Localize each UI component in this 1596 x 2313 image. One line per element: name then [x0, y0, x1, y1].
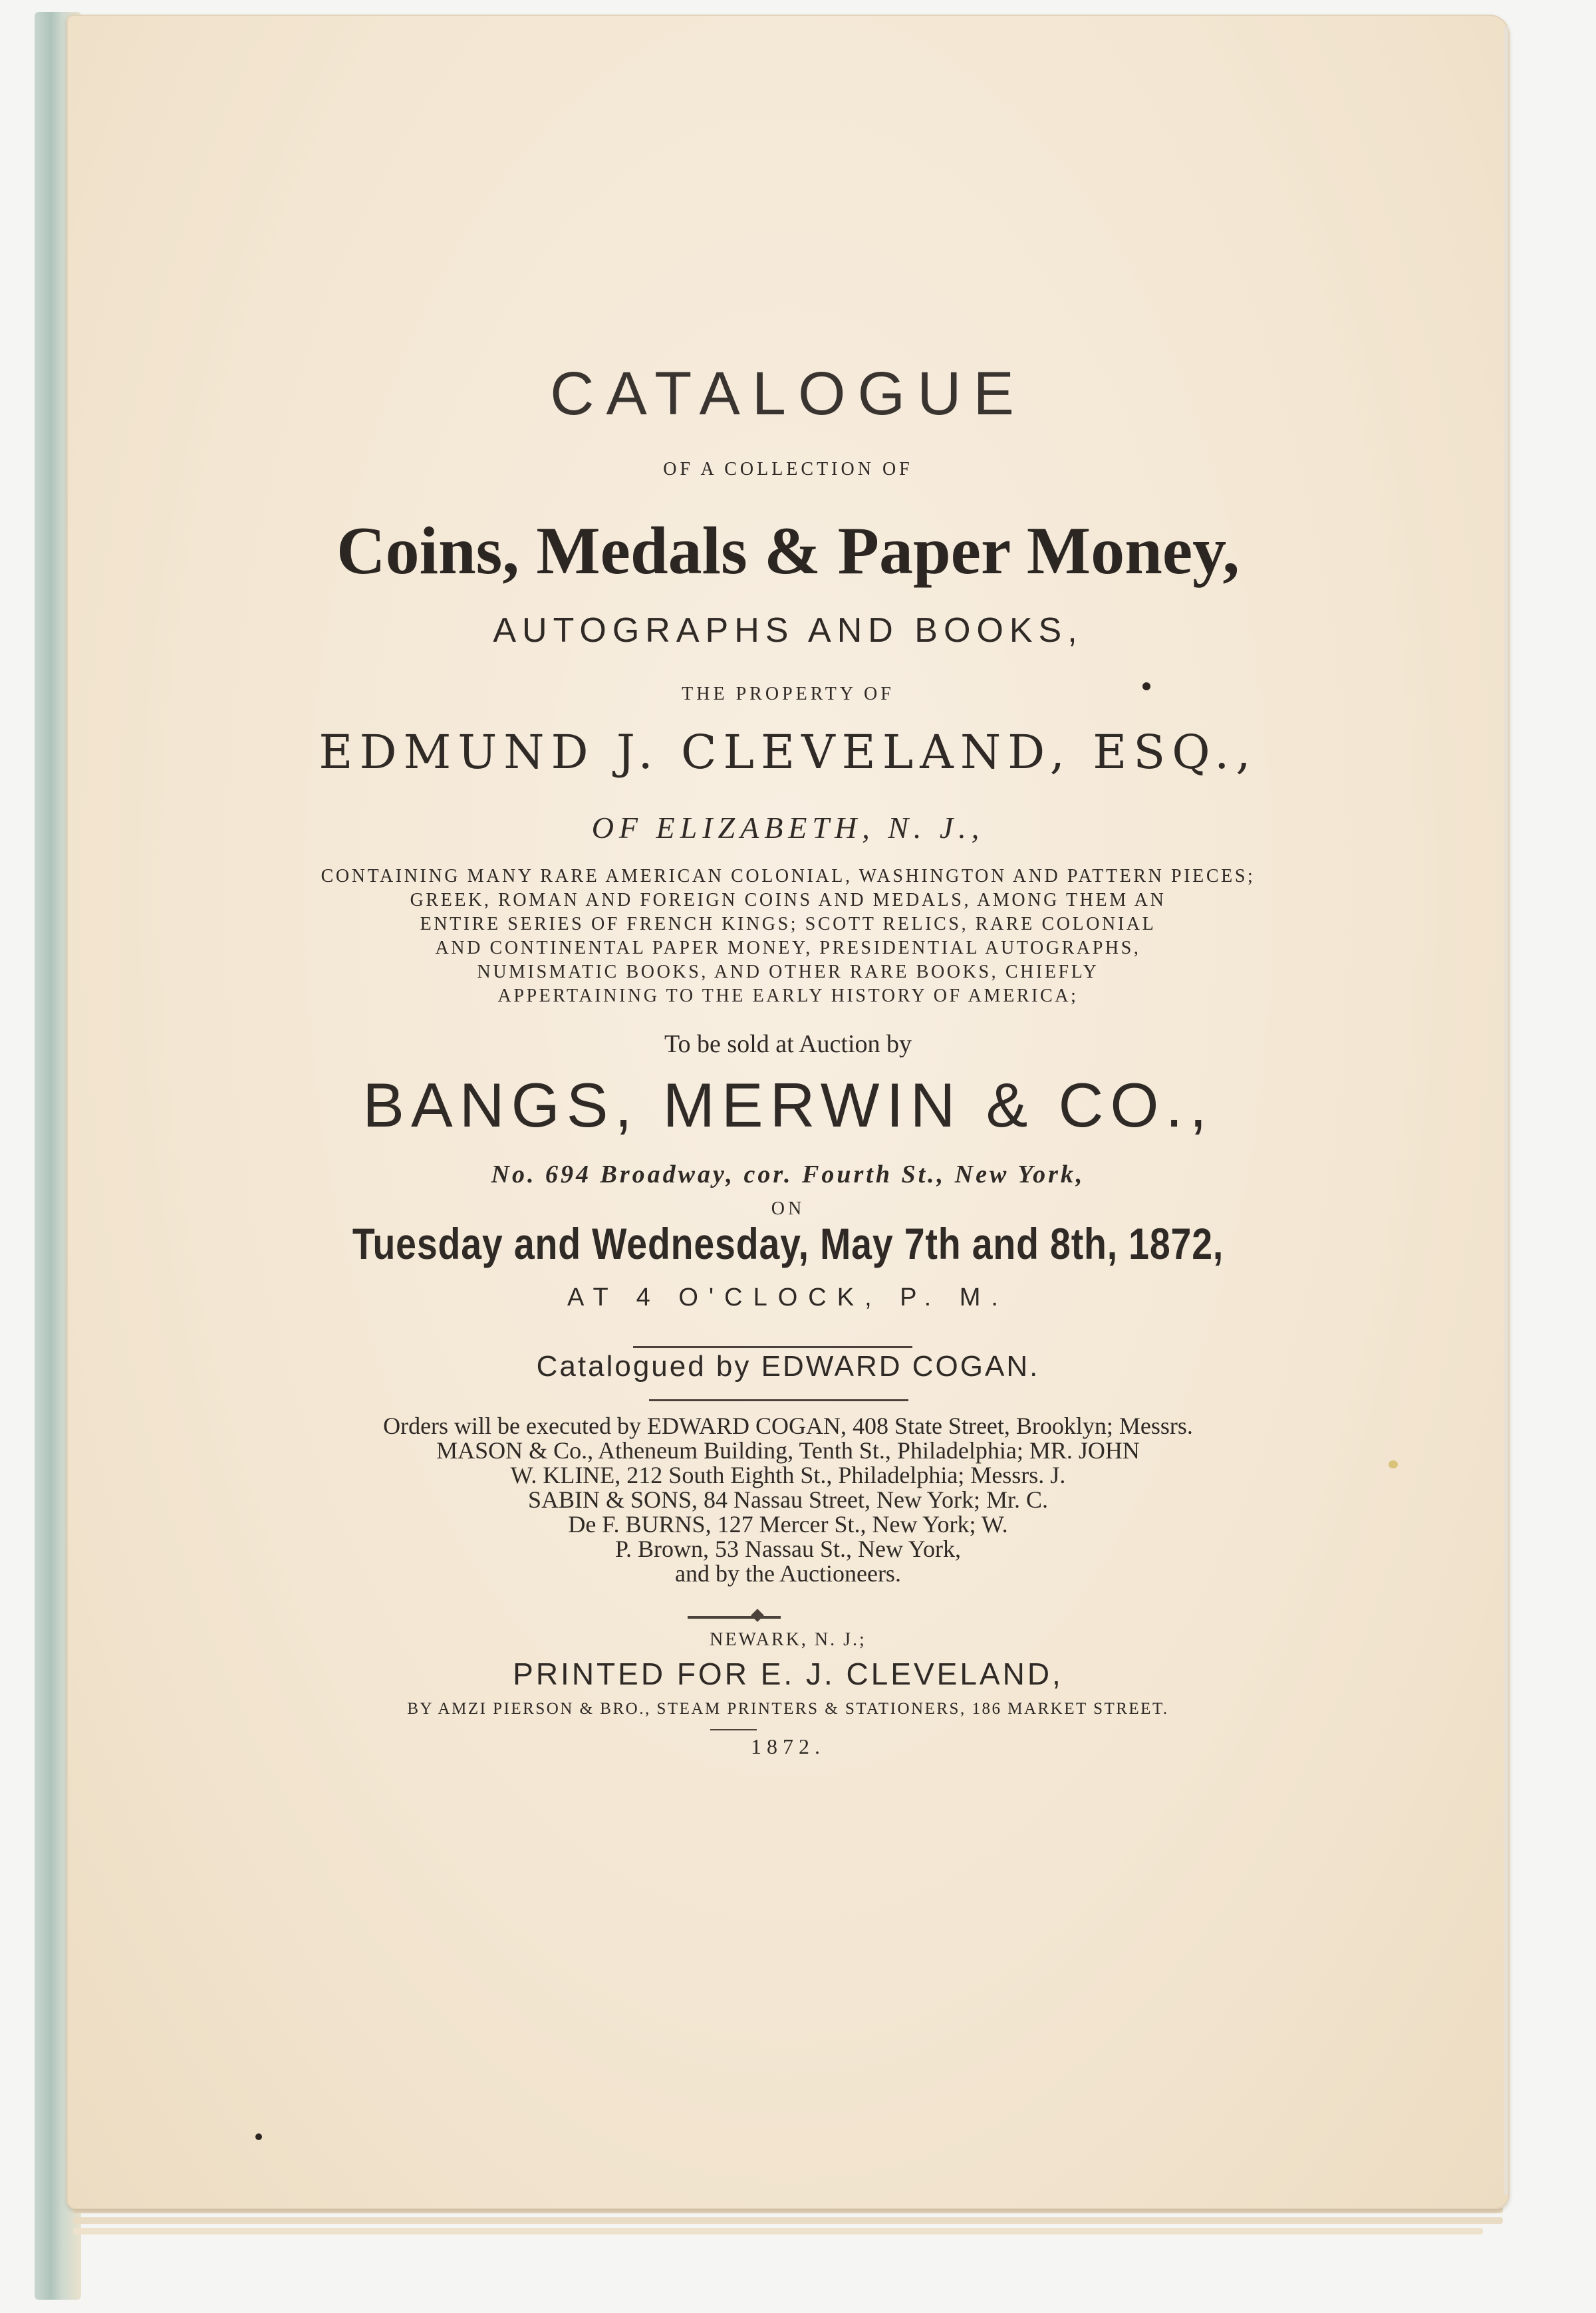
sold-by-label: To be sold at Auction by: [664, 1030, 912, 1058]
contents-line: CONTAINING MANY RARE AMERICAN COLONIAL, WASHINGTON AND PATTERN PIECES;: [321, 866, 1256, 886]
divider-rule: [633, 1346, 912, 1348]
orders-line: and by the Auctioneers.: [675, 1560, 901, 1587]
catalogued-by: Catalogued by EDWARD COGAN.: [536, 1350, 1040, 1383]
page-edge: [73, 2228, 1483, 2235]
orders-line: P. Brown, 53 Nassau St., New York,: [614, 1536, 962, 1562]
orders-line: De F. BURNS, 127 Mercer St., New York; W.: [568, 1511, 1008, 1538]
owner-place: OF ELIZABETH, N. J.,: [591, 811, 985, 845]
orders-line: SABIN & SONS, 84 Nassau Street, New York; Mr. C.: [527, 1486, 1049, 1513]
divider-rule: [649, 1399, 908, 1401]
orders-paragraph: [66, 1414, 1510, 1586]
owner-name: EDMUND J. CLEVELAND, ESQ.,: [319, 725, 1258, 779]
printed-for: PRINTED FOR E. J. CLEVELAND,: [513, 1657, 1063, 1691]
contents-line: AND CONTINENTAL PAPER MONEY, PRESIDENTIAL AUTOGRAPHS,: [435, 938, 1141, 958]
orders-line: MASON & Co., Atheneum Building, Tenth St., Philadelphia; MR. JOHN: [436, 1437, 1140, 1464]
on-label: ON: [771, 1198, 805, 1219]
contents-line: ENTIRE SERIES OF FRENCH KINGS; SCOTT RELICS, RARE COLONIAL: [420, 914, 1156, 934]
publication-year: 1872.: [751, 1734, 825, 1758]
orders-line: W. KLINE, 212 South Eighth St., Philadelphia; Messrs. J.: [510, 1462, 1066, 1488]
divider-rule: [710, 1729, 757, 1730]
collection-subtitle: OF A COLLECTION OF: [663, 459, 913, 479]
property-of-label: THE PROPERTY OF: [682, 684, 894, 704]
auctioneer-address: No. 694 Broadway, cor. Fourth St., New York,: [491, 1160, 1085, 1188]
contents-line: GREEK, ROMAN AND FOREIGN COINS AND MEDALS, AMONG THEM AN: [410, 890, 1166, 910]
ornament-rule: [688, 1616, 781, 1619]
page-edge: [73, 2217, 1503, 2224]
auction-time: AT 4 O'CLOCK, P. M.: [567, 1284, 1009, 1311]
print-place: NEWARK, N. J.;: [710, 1629, 866, 1650]
collection-subject: Coins, Medals & Paper Money,: [336, 513, 1240, 589]
contents-line: NUMISMATIC BOOKS, AND OTHER RARE BOOKS, CHIEFLY: [477, 962, 1099, 982]
contents-description: [66, 865, 1510, 1008]
auctioneer-name: BANGS, MERWIN & CO.,: [362, 1070, 1214, 1140]
printer-line: BY AMZI PIERSON & BRO., STEAM PRINTERS & STATIONERS, 186 MARKET STREET.: [407, 1700, 1169, 1718]
catalogue-title: CATALOGUE: [550, 360, 1026, 428]
orders-line: Orders will be executed by EDWARD COGAN, 408 State Street, Brooklyn; Messrs.: [383, 1413, 1193, 1439]
auction-dates: Tuesday and Wednesday, May 7th and 8th, 1872,: [352, 1219, 1224, 1268]
contents-line: APPERTAINING TO THE EARLY HISTORY OF AMERICA;: [497, 986, 1079, 1006]
collection-subject-line2: AUTOGRAPHS AND BOOKS,: [493, 611, 1083, 650]
ink-spot: [255, 2133, 262, 2140]
